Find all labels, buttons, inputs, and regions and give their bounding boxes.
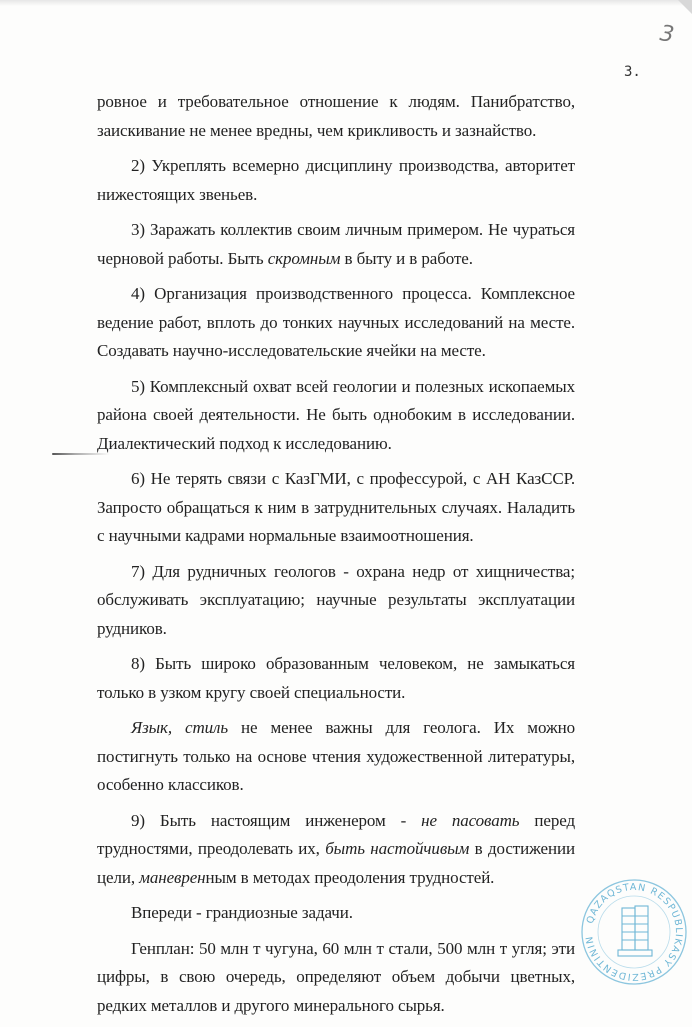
paragraph-text: 7) Для рудничных геологов - охрана недр от хищничества; обслуживать эксплуатацию; научные результаты эксплуатации рудников. (97, 561, 575, 638)
document-body (97, 88, 575, 1027)
paragraph (97, 280, 575, 366)
paragraph-text: ровное и требовательное отношение к людям. Панибратство, заискивание не менее вредны, чем крикливость и зазнайство. (97, 92, 575, 140)
archive-building-icon (580, 878, 688, 986)
page-number: 3. (624, 64, 641, 80)
page-edge-shadow (0, 0, 692, 6)
emphasis-text: быть настойчивым (325, 839, 470, 858)
paragraph (97, 935, 575, 1021)
emphasis-text: скромным (267, 248, 341, 268)
paragraph-text: перед трудностями, преодолевать их, (97, 810, 575, 858)
paragraph-text: 6) Не терять связи с КазГМИ, с профессурой, с АН КазССР. Запросто обращаться к ним в затруднительных случаях. Наладить с научными кадрами нормальные взаимоотношения. (97, 469, 575, 545)
paragraph-text: 8) Быть широко образованным человеком, не замыкаться только в узком кругу своей специальности. (97, 654, 575, 702)
paragraph (97, 216, 575, 273)
paragraph (97, 373, 575, 459)
paragraph-text: в быту и в работе. (340, 248, 473, 268)
handwritten-page-mark: 3 (658, 21, 676, 48)
paragraph-text: 2) Укреплять всемерно дисциплину производства, авторитет нижестоящих звеньев. (97, 156, 575, 204)
paragraph (97, 714, 575, 800)
paragraph-text: 4) Организация производственного процесса. Комплексное ведение работ, вплоть до тонких научных исследований на месте. Создавать научно-исследовательские ячейки на месте. (97, 284, 575, 360)
paragraph-text: в достижении цели, (97, 839, 575, 887)
paragraph-text: 9) Быть настоящим инженером - (131, 810, 422, 830)
paragraph (97, 558, 575, 644)
stamp-text: QAZAQSTAN RESPUBLIKASY PREZIDENTININ (584, 881, 685, 983)
paragraph (97, 465, 575, 551)
paragraph-continuation (97, 88, 575, 145)
paragraph-text: 3) Заражать коллектив своим личным примером. Не чураться черновой работы. Быть (97, 220, 575, 268)
paragraph-text: Генплан: 50 млн т чугуна, 60 млн т стали, 500 млн т угля; эти цифры, в свою очередь, определяют объем добычи цветных, редких металлов и другого минерального сырья. (97, 938, 575, 1015)
emphasis-text: не пасовать (421, 810, 520, 830)
paragraph (97, 899, 575, 928)
paragraph-text: ным в методах преодоления трудностей. (205, 867, 495, 887)
archive-stamp (580, 878, 688, 986)
paragraph (97, 152, 575, 209)
emphasis-text: маневрен (139, 867, 206, 887)
building-shape (618, 906, 652, 956)
emphasis-text: Язык, стиль (131, 718, 228, 737)
paragraph-text: Впереди - грандиозные задачи. (131, 903, 353, 922)
page-corner-fold (678, 0, 692, 14)
paragraph-text: не менее важны для геолога. Их можно постигнуть только на основе чтения художественной литературы, особенно классиков. (97, 718, 575, 794)
paragraph (97, 650, 575, 707)
paragraph-text: 5) Комплексный охват всей геологии и полезных ископаемых района своей деятельности. Не быть однобоким в исследовании. Диалектический подход к исследованию. (97, 376, 575, 453)
paragraph (97, 807, 575, 893)
